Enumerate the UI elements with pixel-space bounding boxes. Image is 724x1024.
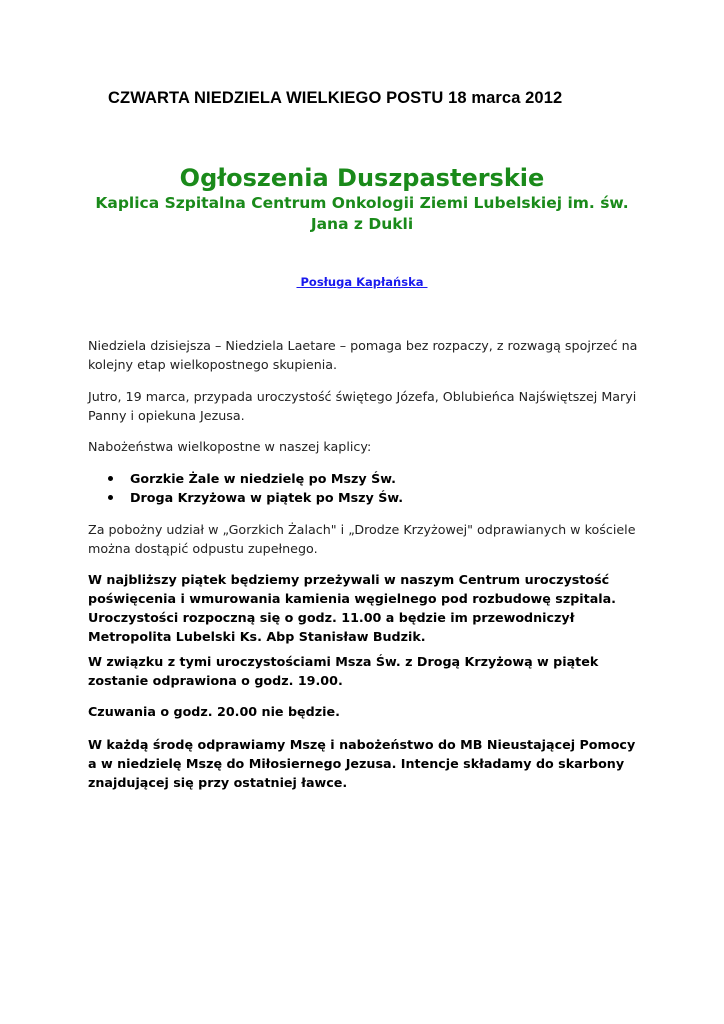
bullet-icon bbox=[108, 495, 113, 500]
bullet-icon bbox=[108, 476, 113, 481]
wednesday-paragraph: W każdą środę odprawiamy Mszę i nabożeństwo do MB Nieustającej Pomocy a w niedzielę Mszę do Miłosiernego Jezusa. Intencje składamy do skarbony znajdującej się przy ostatniej ławce. bbox=[88, 737, 636, 790]
chapel-name: Kaplica Szpitalna Centrum Onkologii Ziemi Lubelskiej im. św. Jana z Dukli bbox=[95, 194, 629, 233]
list-item-text: Gorzkie Żale w niedzielę po Mszy Św. bbox=[130, 471, 396, 486]
lent-services-intro: Nabożeństwa wielkopostne w naszej kaplicy: bbox=[88, 439, 372, 454]
mass-time-paragraph: W związku z tymi uroczystościami Msza Św. z Drogą Krzyżową w piątek zostanie odprawiona o godz. 19.00. bbox=[88, 654, 599, 688]
list-item bbox=[106, 469, 403, 488]
date-heading: CZWARTA NIEDZIELA WIELKIEGO POSTU 18 marca 2012 bbox=[108, 89, 563, 107]
chapel-subtitle bbox=[80, 193, 644, 235]
vigil-paragraph: Czuwania o godz. 20.00 nie będzie. bbox=[88, 704, 340, 719]
lent-services-list bbox=[106, 469, 403, 507]
saint-joseph-paragraph: Jutro, 19 marca, przypada uroczystość świętego Józefa, Oblubieńca Najświętszej Maryi Panny i opiekuna Jezusa. bbox=[88, 389, 637, 423]
page-title: Ogłoszenia Duszpasterskie bbox=[179, 164, 545, 192]
list-item-text: Droga Krzyżowa w piątek po Mszy Św. bbox=[130, 490, 404, 505]
cornerstone-paragraph: W najbliższy piątek będziemy przeżywali w naszym Centrum uroczystość poświęcenia i wmurowania kamienia węgielnego pod rozbudowę szpitala. Uroczystości rozpoczną się o godz. 11.00 a będzie im przewodniczył Metropolita Lubelski Ks. Abp Stanisław Budzik. bbox=[88, 572, 616, 644]
priestly-service-link[interactable]: Posługa Kapłańska bbox=[296, 275, 428, 289]
laetare-paragraph: Niedziela dzisiejsza – Niedziela Laetare – pomaga bez rozpaczy, z rozwagą spojrzeć na kolejny etap wielkopostnego skupienia. bbox=[88, 338, 638, 372]
list-item bbox=[106, 488, 403, 507]
indulgence-paragraph: Za pobożny udział w „Gorzkich Żalach" i „Drodze Krzyżowej" odprawianych w kościele można dostąpić odpustu zupełnego. bbox=[88, 522, 636, 556]
